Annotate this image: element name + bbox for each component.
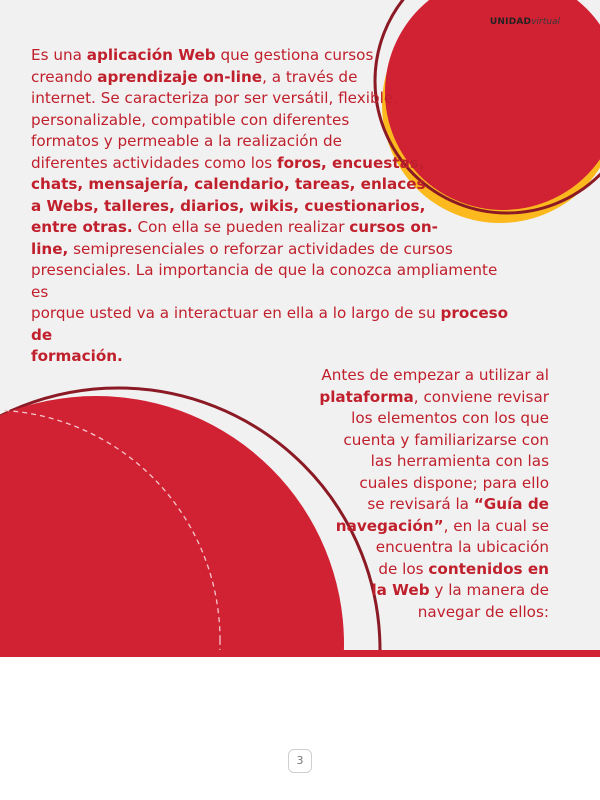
text-line	[31, 153, 511, 175]
text-line	[279, 494, 549, 516]
text-span: internet. Se caracteriza por ser versátil, flexible,	[31, 89, 398, 107]
text-span: Antes de empezar a utilizar al	[321, 366, 549, 384]
text-span: cuales dispone; para ello	[359, 473, 549, 492]
text-line	[31, 88, 511, 110]
text-span: se revisará la	[367, 495, 474, 513]
text-span: , conviene revisar	[413, 387, 549, 406]
text-span: los elementos con los que	[351, 409, 549, 427]
text-span: de los	[378, 559, 429, 578]
text-span: diferentes actividades como los	[31, 153, 277, 172]
text-line	[279, 516, 549, 538]
brand-logo: UNIDADvirtual	[489, 17, 560, 27]
text-line	[31, 110, 511, 132]
bold-text: entre otras.	[31, 218, 133, 236]
text-span: Es una	[31, 46, 87, 64]
text-line	[279, 580, 549, 602]
text-span: las herramienta con las	[370, 452, 549, 470]
text-span: personalizable, compatible con diferentes	[31, 110, 350, 129]
text-line	[31, 239, 511, 261]
text-span: encuentra la ubicación	[375, 538, 549, 556]
bold-text: a Webs, talleres, diarios, wikis, cuestionarios,	[31, 196, 426, 215]
text-line	[279, 451, 549, 473]
bold-text: chats, mensajería, calendario, tareas, enlaces	[31, 175, 426, 193]
bold-text: “Guía de	[473, 495, 549, 513]
bold-text: aprendizaje on-line	[97, 67, 263, 86]
text-line	[31, 260, 511, 303]
text-line	[279, 365, 549, 387]
bold-text: proceso de	[31, 304, 509, 344]
text-line	[31, 45, 511, 67]
bold-text: la Web	[371, 581, 430, 599]
bold-text: formación.	[31, 347, 123, 365]
bold-text: cursos on-	[349, 218, 438, 236]
text-line	[279, 408, 549, 430]
text-span: presenciales. La importancia de que la conozca ampliamente es	[31, 261, 498, 301]
text-span: cuenta y familiarizarse con	[343, 430, 549, 449]
text-line	[31, 67, 511, 89]
text-span: Con ella se pueden realizar	[132, 218, 350, 236]
text-line	[31, 196, 511, 218]
text-line	[279, 559, 549, 581]
text-span: que gestiona cursos	[215, 46, 374, 64]
text-span: , a través de	[262, 67, 358, 86]
text-line	[31, 131, 511, 153]
text-line	[31, 174, 511, 196]
bold-text: contenidos en	[428, 559, 549, 578]
bold-text: aplicación Web	[86, 46, 216, 64]
bold-text: foros, encuestas,	[277, 153, 425, 172]
text-span: porque usted va a interactuar en ella a lo largo de su	[31, 304, 441, 322]
navigation-paragraph	[279, 365, 549, 623]
text-span: creando	[31, 67, 98, 86]
bottom-bar	[0, 650, 600, 657]
intro-paragraph	[31, 45, 511, 368]
text-line	[31, 217, 511, 239]
bold-text: plataforma	[319, 387, 414, 406]
text-span: navegar de ellos:	[417, 602, 549, 621]
page-number: 3	[288, 749, 312, 773]
text-span: , en la cual se	[443, 516, 549, 535]
text-span: y la manera de	[429, 581, 549, 599]
text-line	[279, 473, 549, 495]
text-line	[279, 387, 549, 409]
text-line	[279, 430, 549, 452]
text-line	[31, 303, 511, 346]
bold-text: navegación”	[335, 516, 444, 535]
text-line	[279, 537, 549, 559]
text-line	[279, 602, 549, 624]
text-span: semipresenciales o reforzar actividades de cursos	[68, 239, 453, 258]
text-span: formatos y permeable a la realización de	[31, 132, 343, 150]
bold-text: line,	[31, 239, 69, 258]
